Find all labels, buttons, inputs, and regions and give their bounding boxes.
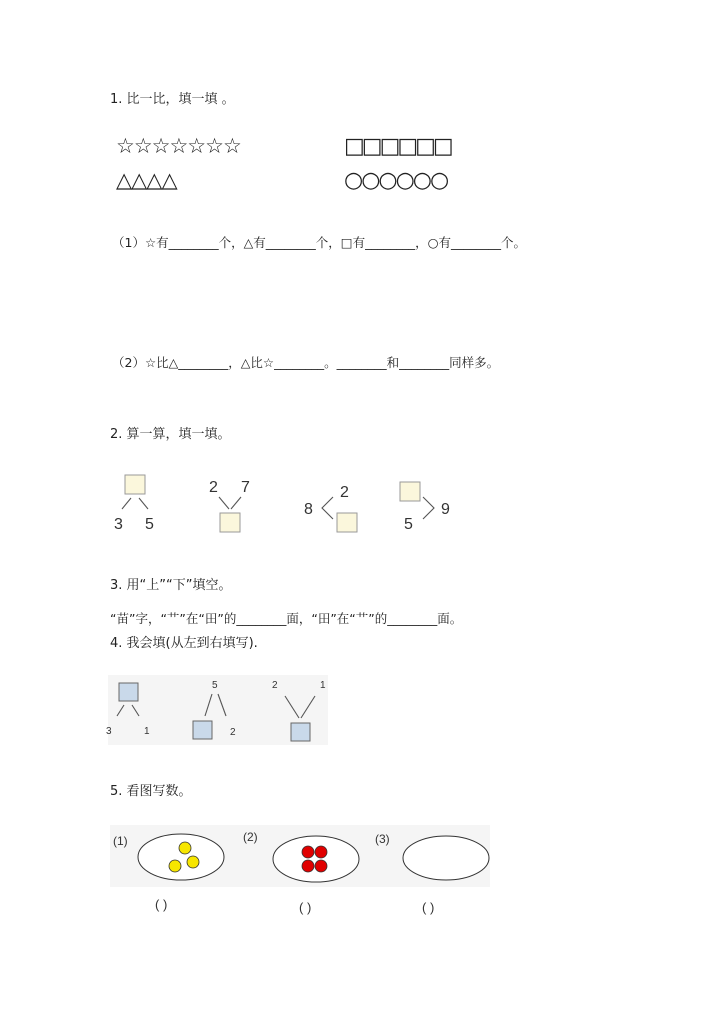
q1-title: 1. 比一比，填一填 。 <box>110 92 235 107</box>
red-dot <box>315 846 327 858</box>
number-label: 7 <box>241 479 250 496</box>
number-label: 1 <box>320 680 326 691</box>
yellow-dot <box>187 856 199 868</box>
label-2: (2) <box>243 830 258 844</box>
answer-blank-2[interactable]: ( ) <box>299 900 312 915</box>
q1-sub2: （2）☆比△________，△比☆________。________和________同样多。 <box>112 355 500 370</box>
number-label: 2 <box>230 727 236 738</box>
number-label: 2 <box>272 680 278 691</box>
answer-blank-1[interactable]: ( ) <box>155 897 168 912</box>
red-dot <box>315 860 327 872</box>
q5-title: 5. 看图写数。 <box>110 784 192 799</box>
number-label: 2 <box>209 479 218 496</box>
number-label: 9 <box>441 501 450 518</box>
number-label: 8 <box>304 501 313 518</box>
number-label: 1 <box>144 726 150 737</box>
q3-text: “苗”字，“艹”在“田”的________面，“田”在“艹”的________面。 <box>110 611 463 626</box>
number-label: 3 <box>114 516 123 533</box>
red-dot <box>302 846 314 858</box>
label-1: (1) <box>113 834 128 848</box>
q4-title: 4. 我会填(从左到右填写). <box>110 636 258 651</box>
number-label: 3 <box>106 726 112 737</box>
square-row: □□□□□□ <box>344 134 451 159</box>
circle-row: ○○○○○○ <box>344 168 448 193</box>
red-dot <box>302 860 314 872</box>
label-3: (3) <box>375 832 390 846</box>
oval-2 <box>273 836 359 882</box>
q2-title: 2. 算一算，填一填。 <box>110 427 231 442</box>
answer-blank-3[interactable]: ( ) <box>422 900 435 915</box>
yellow-dot <box>179 842 191 854</box>
triangle-row: △△△△ <box>116 168 177 192</box>
oval-3 <box>403 836 489 880</box>
number-label: 5 <box>404 516 413 533</box>
star-row: ☆☆☆☆☆☆☆ <box>116 134 241 158</box>
oval-1 <box>138 834 224 880</box>
number-label: 5 <box>212 680 218 691</box>
yellow-dot <box>169 860 181 872</box>
number-label: 5 <box>145 516 154 533</box>
q1-sub1: （1）☆有________个，△有________个，□有________，○有________个。 <box>112 235 526 250</box>
q3-title: 3. 用“上”“下”填空。 <box>110 578 232 593</box>
number-label: 2 <box>340 484 349 501</box>
